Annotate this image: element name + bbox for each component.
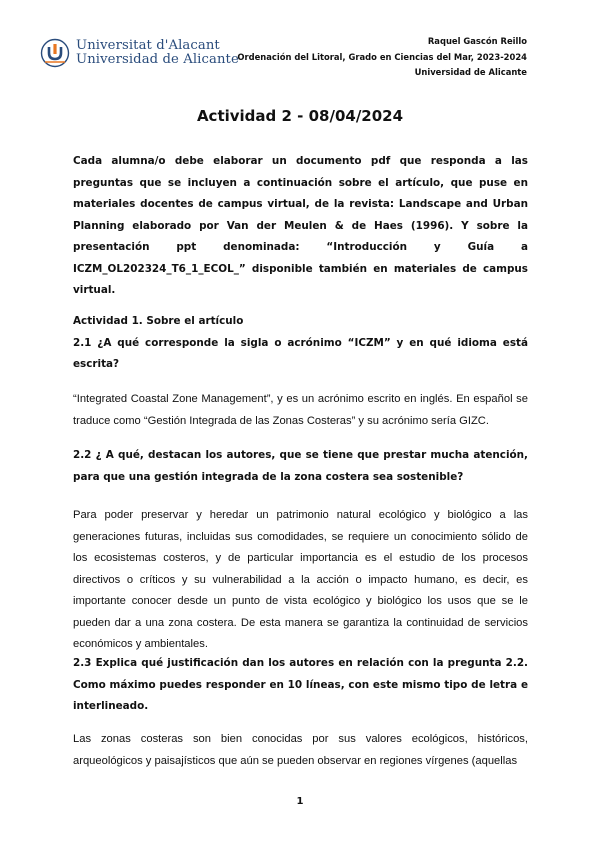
answer-2-1: “Integrated Coastal Zone Management”, y es un acrónimo escrito en inglés. En español se traduce como “Gestión Integrada de las Zonas Costeras” y su acrónimo sería GIZC. [73,393,528,427]
page-header [237,34,527,81]
university-name [76,39,239,67]
intro-paragraph: Cada alumna/o debe elaborar un documento pdf que responda a las preguntas que se incluyen a continuación sobre el artículo, que puse en materiales docentes de campus virtual, de la revista: Landscape and Urban Planning elaborado por Van der Meulen & de Haes (1996). Y sobre la presentación ppt denominada: “Introducción y Guía a ICZM_OL202324_T6_1_ECOL_” disponible también en materiales de campus virtual. [73,155,528,296]
header-course: Ordenación del Litoral, Grado en Ciencias del Mar, 2023-2024 [237,51,527,62]
header-university: Universidad de Alicante [414,67,527,78]
question-2-3: 2.3 Explica qué justificación dan los autores en relación con la pregunta 2.2. Como máximo puedes responder en 10 líneas, con este mismo tipo de letra e interlineado. [73,657,528,712]
activity-1-section [73,311,528,376]
answer-2-2: Para poder preservar y heredar un patrimonio natural ecológico y biológico a las generaciones futuras, incluidas sus comodidades, se requiere un conocimiento sólido de los ecosistemas costeros, y de particular importancia es el estudio de los procesos directivos o críticos y su vulnerabilidad a la acción o impacto humano, es decir, es importante conocer desde un punto de vista ecológico y biológico los usos que se le pueden dar a una zona costera. De esta manera se garantiza la continuidad de servicios económicos y ambientales. [73,509,528,650]
answer-2-3: Las zonas costeras son bien conocidas por sus valores ecológicos, históricos, arqueológicos y paisajísticos que aún se pueden observar en regiones vírgenes (aquellas [73,733,528,767]
question-2-1: 2.1 ¿A qué corresponde la sigla o acrónimo “ICZM” y en qué idioma está escrita? [73,336,528,370]
university-logo [40,38,239,68]
logo-line-2: Universidad de Alicante [76,52,239,67]
activity-1-heading: Actividad 1. Sobre el artículo [73,315,244,327]
logo-line-1: Universitat d'Alacant [76,38,220,53]
page-number: 1 [296,796,304,807]
header-author: Raquel Gascón Reillo [427,36,527,46]
question-2-2: 2.2 ¿ A qué, destacan los autores, que se tiene que prestar mucha atención, para que una gestión integrada de la zona costera sea sostenible? [73,449,528,483]
document-title: Actividad 2 - 08/04/2024 [196,107,404,125]
university-emblem-icon [40,38,70,68]
